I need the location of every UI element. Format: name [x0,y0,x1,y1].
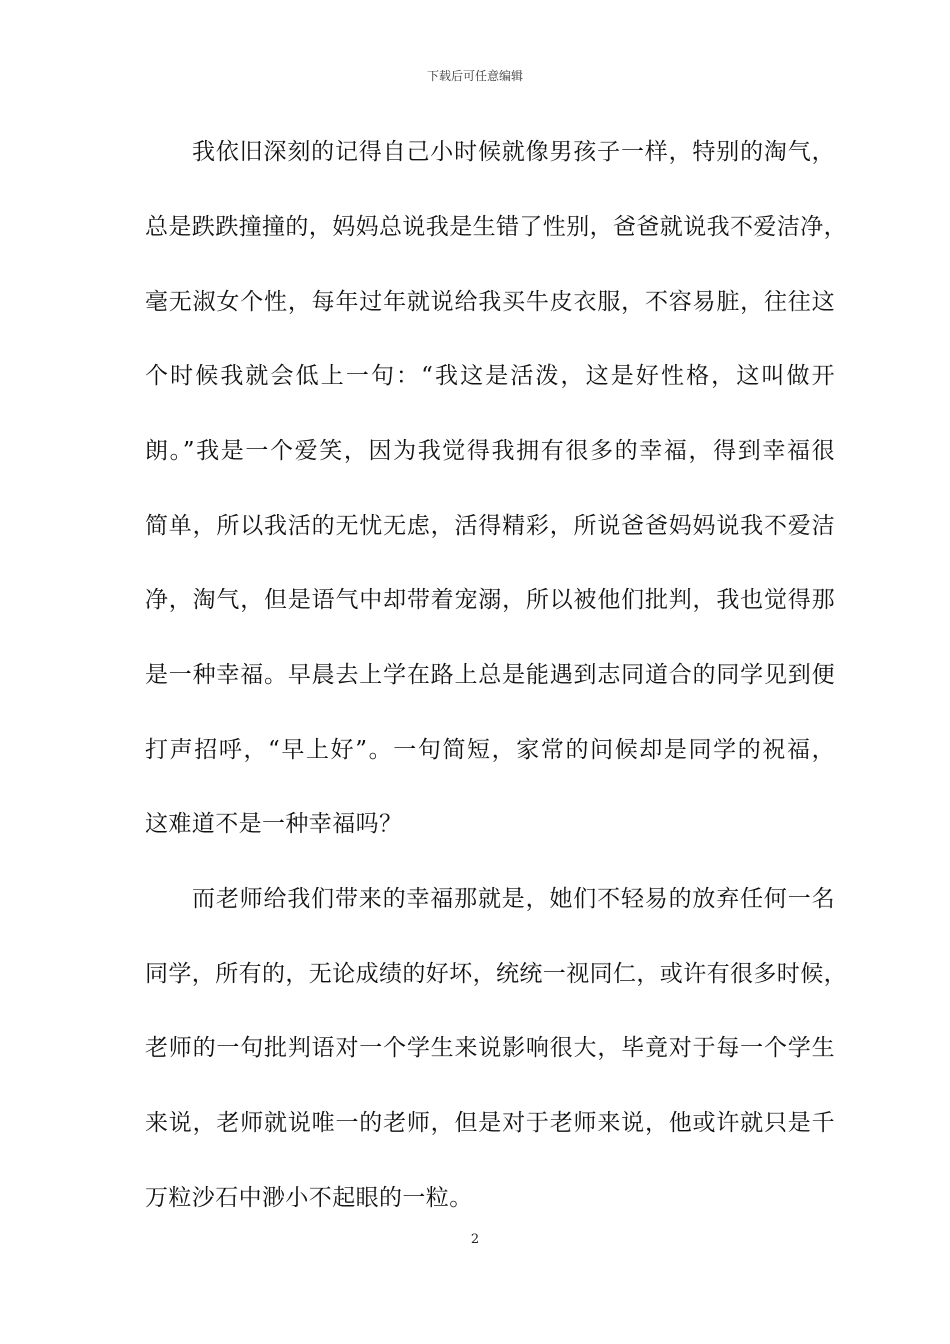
paragraph-1-line-6: 简单，所以我活的无忧无虑，活得精彩，所说爸爸妈妈说我不爱洁 [145,513,835,539]
page-header: 下载后可任意编辑 [426,69,523,83]
paragraph-1-line-8: 是一种幸福。早晨去上学在路上总是能遇到志同道合的同学见到便 [145,662,835,688]
paragraph-1-line-2: 总是跌跌撞撞的，妈妈总说我是生错了性别，爸爸就说我不爱洁净， [145,214,847,240]
paragraph-1-line-5: 朗。”我是一个爱笑，因为我觉得我拥有很多的幸福，得到幸福很 [145,438,835,464]
page-number: 2 [470,1232,480,1247]
paragraph-1-line-3: 毫无淑女个性，每年过年就说给我买牛皮衣服，不容易脏，往往这 [145,289,835,315]
paragraph-2-line-2: 同学，所有的，无论成绩的好坏，统统一视同仁，或许有很多时候， [145,961,847,987]
paragraph-2-line-5: 万粒沙石中渺小不起眼的一粒。 [145,1185,473,1211]
paragraph-1-line-9: 打声招呼，“早上好”。一句简短，家常的问候却是同学的祝福， [145,737,835,763]
paragraph-2-line-3: 老师的一句批判语对一个学生来说影响很大，毕竟对于每一个学生 [145,1035,835,1061]
paragraph-1-line-10: 这难道不是一种幸福吗？ [145,811,403,837]
paragraph-1-line-4: 个时候我就会低上一句：“我这是活泼，这是好性格，这叫做开 [145,363,835,389]
paragraph-2-line-1: 而老师给我们带来的幸福那就是，她们不轻易的放弃任何一名 [192,886,835,912]
paragraph-1-line-7: 净，淘气，但是语气中却带着宠溺，所以被他们批判，我也觉得那 [145,587,835,613]
paragraph-1-line-1: 我依旧深刻的记得自己小时候就像男孩子一样，特别的淘气， [192,139,835,165]
paragraph-2-line-4: 来说，老师就说唯一的老师，但是对于老师来说，他或许就只是千 [145,1110,835,1136]
